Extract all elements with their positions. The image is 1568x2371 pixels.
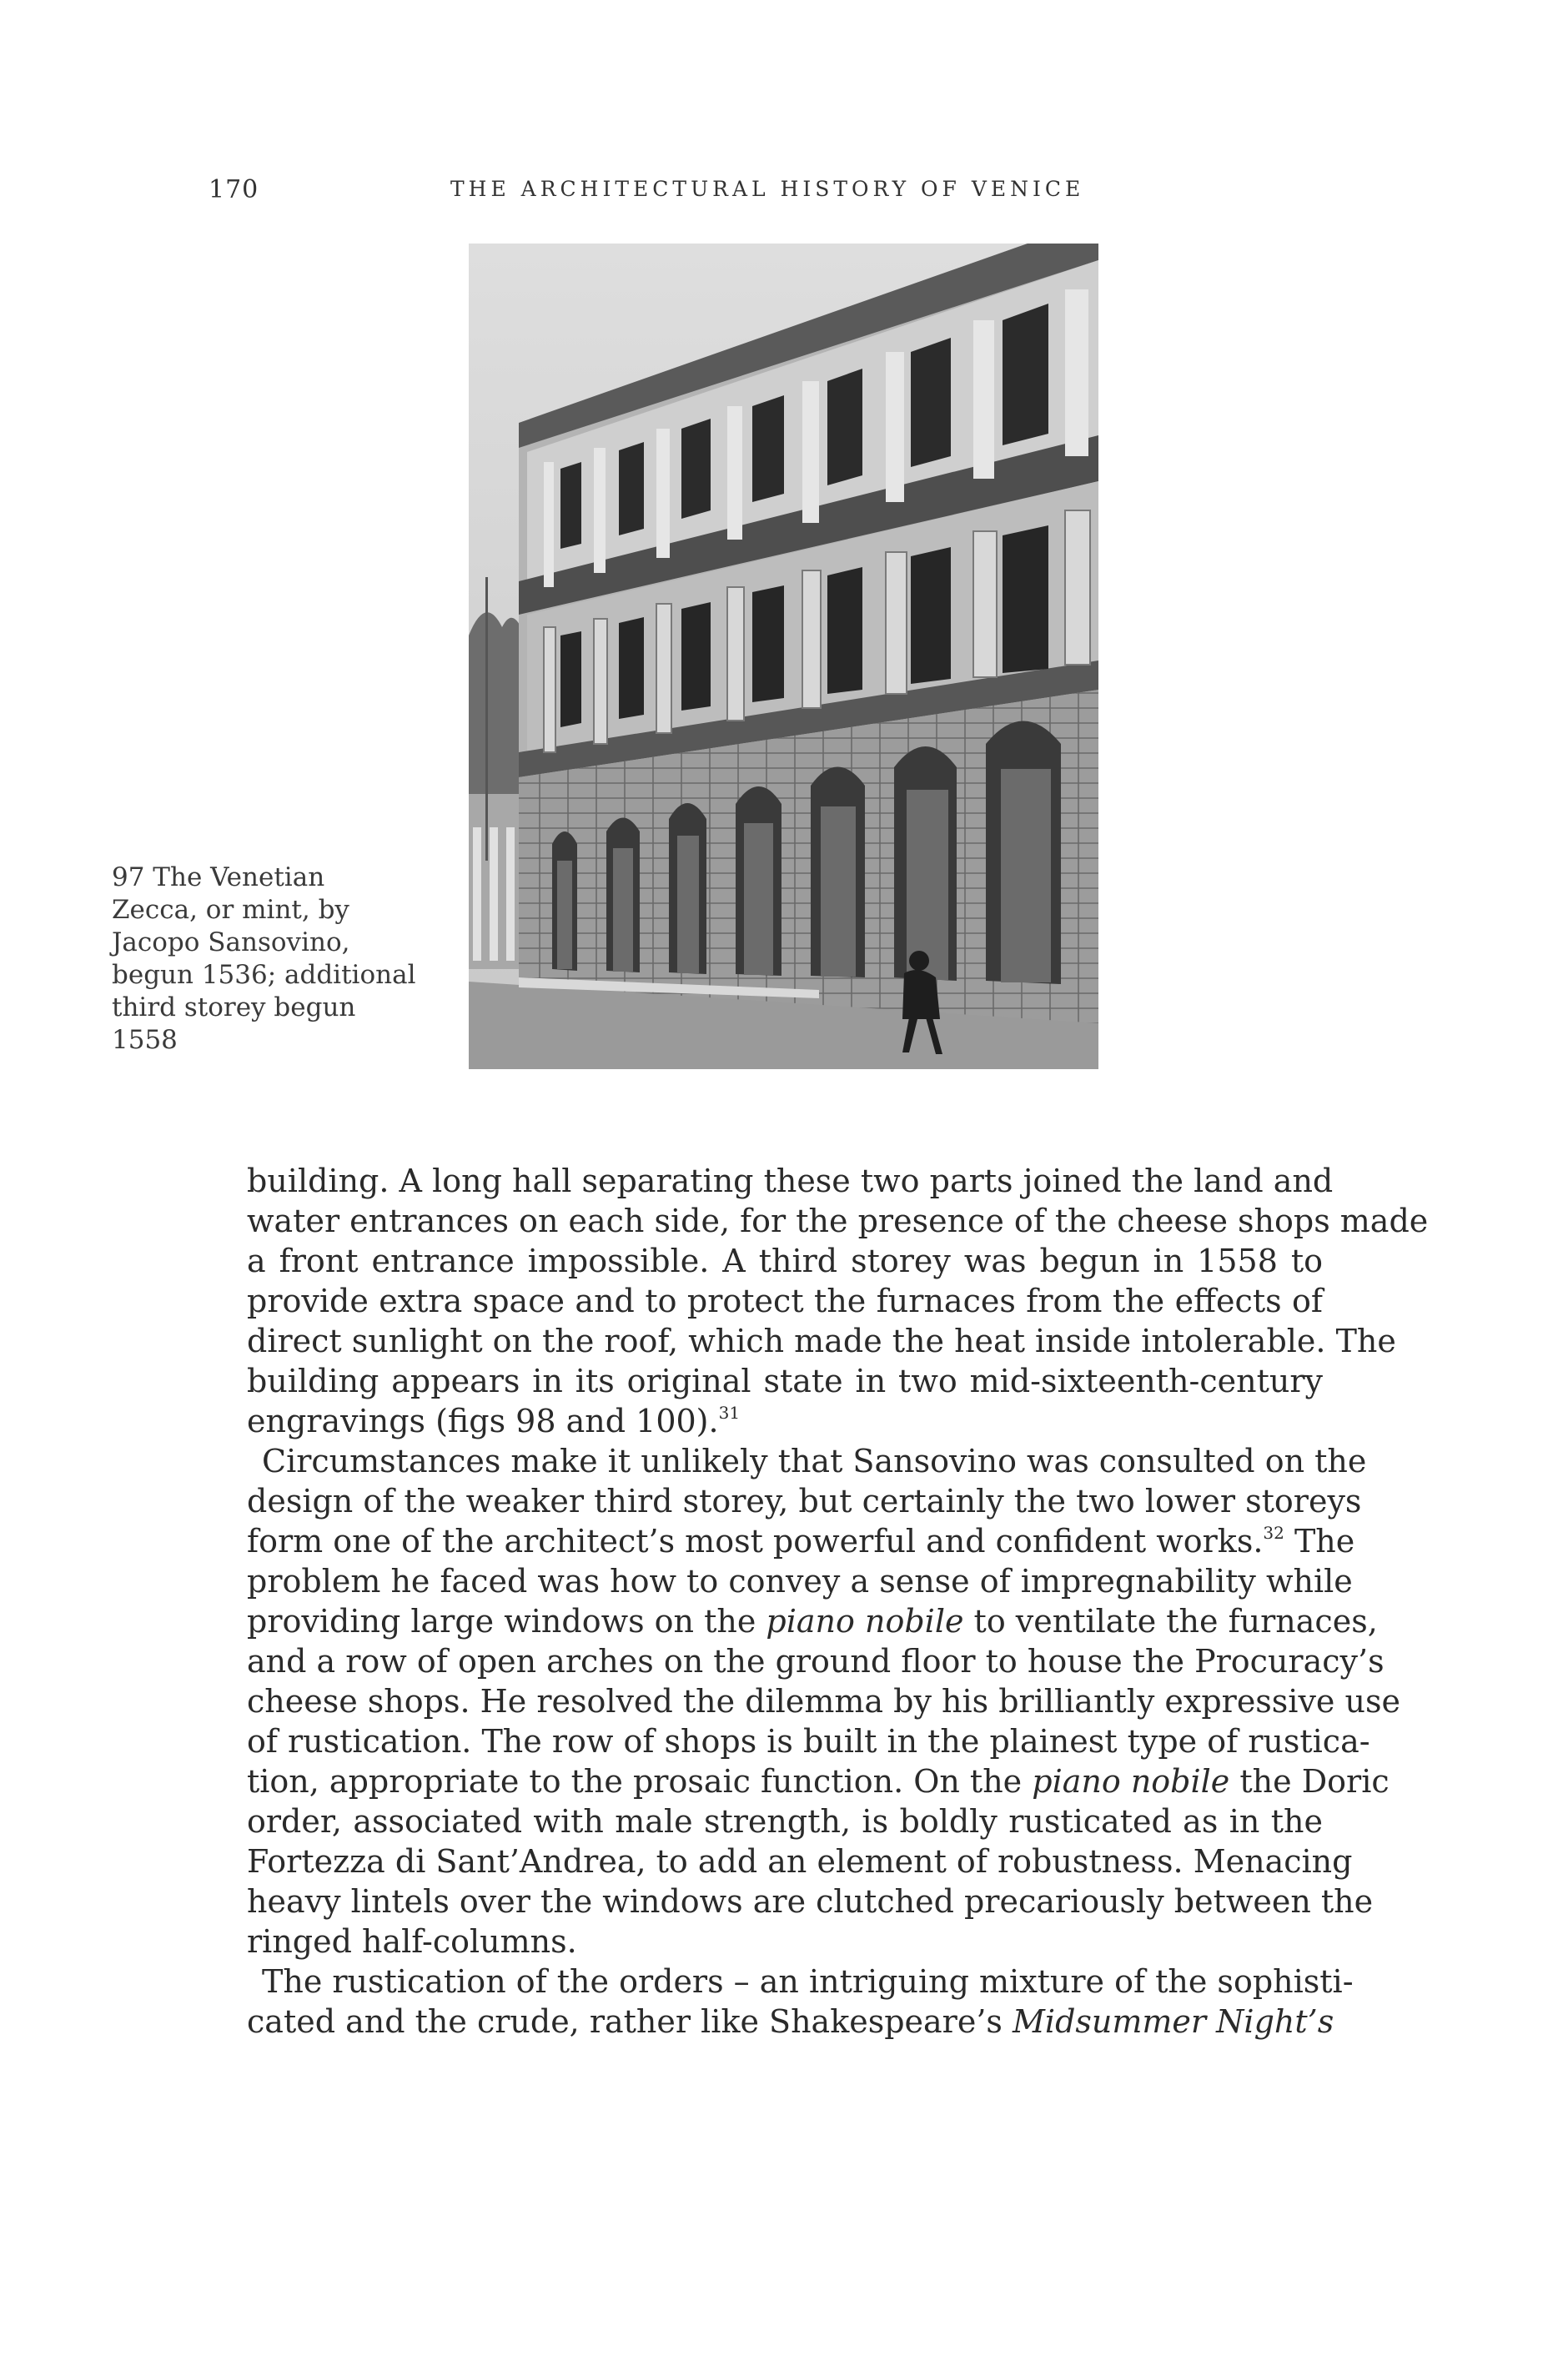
italic-term: piano nobile [766, 1603, 964, 1640]
text-line: Circumstances make it unlikely that Sansovino was consulted on the [262, 1443, 1367, 1479]
text-line [247, 1601, 1378, 1641]
text-line: order, associated with male strength, is boldly rusticated as in the [247, 1803, 1323, 1840]
text-span: engravings (figs 98 and 100). [247, 1403, 719, 1439]
text-line: building. A long hall separating these two parts joined the land and [247, 1163, 1334, 1199]
text-line: design of the weaker third storey, but certainly the two lower storeys [247, 1483, 1362, 1520]
caption-line: third storey begun [112, 992, 356, 1022]
italic-title: Midsummer Night’s [1013, 2003, 1334, 2040]
text-line: Fortezza di Sant’Andrea, to add an element of robustness. Menacing [247, 1843, 1353, 1880]
text-line: a front entrance impossible. A third storey was begun in 1558 to [247, 1243, 1323, 1279]
caption-line: begun 1536; additional [112, 960, 416, 990]
caption-line: Zecca, or mint, by [112, 895, 349, 925]
footnote-ref-32: 32 [1263, 1523, 1284, 1543]
text-line: direct sunlight on the roof, which made the heat inside intolerable. The [247, 1323, 1396, 1359]
text-line: heavy lintels over the windows are clutched precariously between the [247, 1883, 1374, 1920]
text-line: cheese shops. He resolved the dilemma by his brilliantly expressive use [247, 1683, 1400, 1720]
text-span: to ventilate the furnaces, [963, 1603, 1378, 1640]
text-span: form one of the architect’s most powerful and confident works. [247, 1523, 1264, 1560]
text-line: building appears in its original state in two mid-sixteenth-century [247, 1363, 1323, 1399]
text-span: cated and the crude, rather like Shakespeare’s [247, 2003, 1013, 2040]
text-span: the Doric [1229, 1763, 1390, 1800]
text-line: problem he faced was how to convey a sense of impregnability while [247, 1563, 1353, 1600]
text-line: The rustication of the orders – an intriguing mixture of the sophisti- [262, 1963, 1354, 2000]
page-number: 170 [209, 175, 259, 204]
text-line [247, 1521, 1355, 1561]
text-line: ringed half-columns. [247, 1923, 577, 1960]
italic-term: piano nobile [1032, 1763, 1230, 1800]
running-head: THE ARCHITECTURAL HISTORY OF VENICE [450, 177, 1085, 201]
caption-line: Jacopo Sansovino, [112, 927, 350, 957]
text-span: providing large windows on the [247, 1603, 766, 1640]
text-span: The [1284, 1523, 1355, 1560]
caption-line: 97 The Venetian [112, 862, 325, 892]
text-line: of rustication. The row of shops is built in the plainest type of rustica- [247, 1723, 1370, 1760]
zecca-photo [469, 244, 1098, 1069]
footnote-ref-31: 31 [718, 1403, 741, 1423]
text-line [247, 1401, 1323, 1441]
caption-line: 1558 [112, 1025, 178, 1055]
body-text [247, 1161, 1429, 2042]
text-line [247, 1761, 1390, 1801]
text-line: provide extra space and to protect the furnaces from the effects of [247, 1283, 1323, 1319]
text-line: and a row of open arches on the ground floor to house the Procuracy’s [247, 1643, 1385, 1680]
figure-photograph [469, 244, 1098, 1069]
figure-caption [112, 861, 445, 1057]
page-header [209, 175, 1109, 208]
text-span: tion, appropriate to the prosaic function. On the [247, 1763, 1033, 1800]
text-line: water entrances on each side, for the presence of the cheese shops made [247, 1203, 1429, 1239]
text-line [247, 2002, 1334, 2042]
